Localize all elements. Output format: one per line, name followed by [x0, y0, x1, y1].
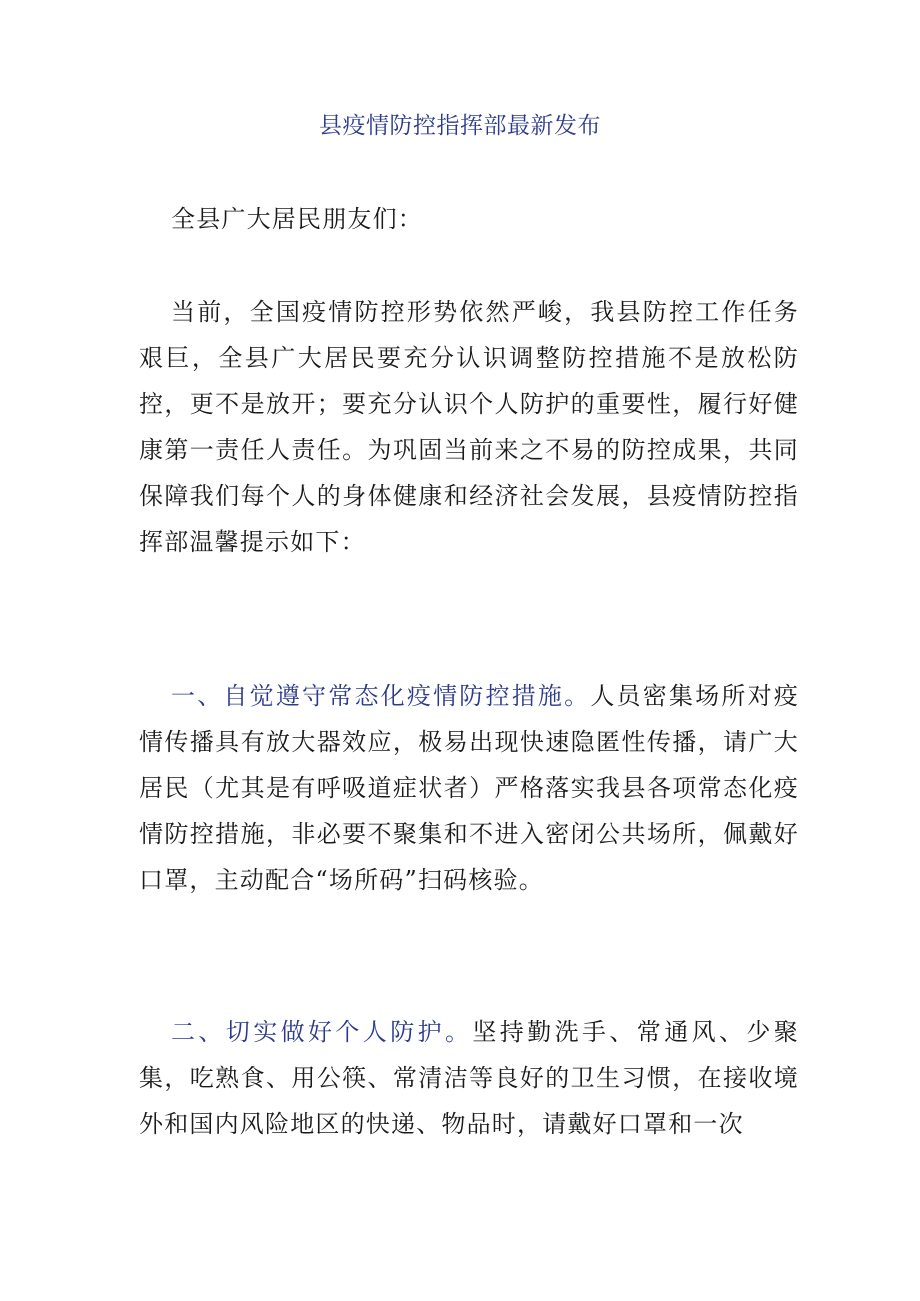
section-2-paragraph	[139, 1009, 799, 1147]
section-1-paragraph	[139, 673, 799, 903]
section-1-body: 人员密集场所对疫情传播具有放大器效应，极易出现快速隐匿性传播，请广大居民（尤其是有呼吸道症状者）严格落实我县各项常态化疫情防控措施，非必要不聚集和不进入密闭公共场所，佩戴好口罩，主动配合“场所码”扫码核验。	[139, 682, 800, 894]
greeting-paragraph: 全县广大居民朋友们：	[171, 205, 423, 233]
section-2-body: 坚持勤洗手、常通风、少聚集，吃熟食、用公筷、常清洁等良好的卫生习惯，在接收境外和国内风险地区的快递、物品时，请戴好口罩和一次	[139, 1018, 800, 1138]
section-2-heading: 二、切实做好个人防护。	[171, 1018, 473, 1046]
document-title: 县疫情防控指挥部最新发布	[319, 113, 601, 139]
intro-paragraph: 当前，全国疫情防控形势依然严峻，我县防控工作任务艰巨，全县广大居民要充分认识调整防控措施不是放松防控，更不是放开；要充分认识个人防护的重要性，履行好健康第一责任人责任。为巩固当前来之不易的防控成果，共同保障我们每个人的身体健康和经济社会发展，县疫情防控指挥部温馨提示如下：	[139, 298, 799, 556]
section-1-heading: 一、自觉遵守常态化疫情防控措施。	[171, 682, 591, 710]
